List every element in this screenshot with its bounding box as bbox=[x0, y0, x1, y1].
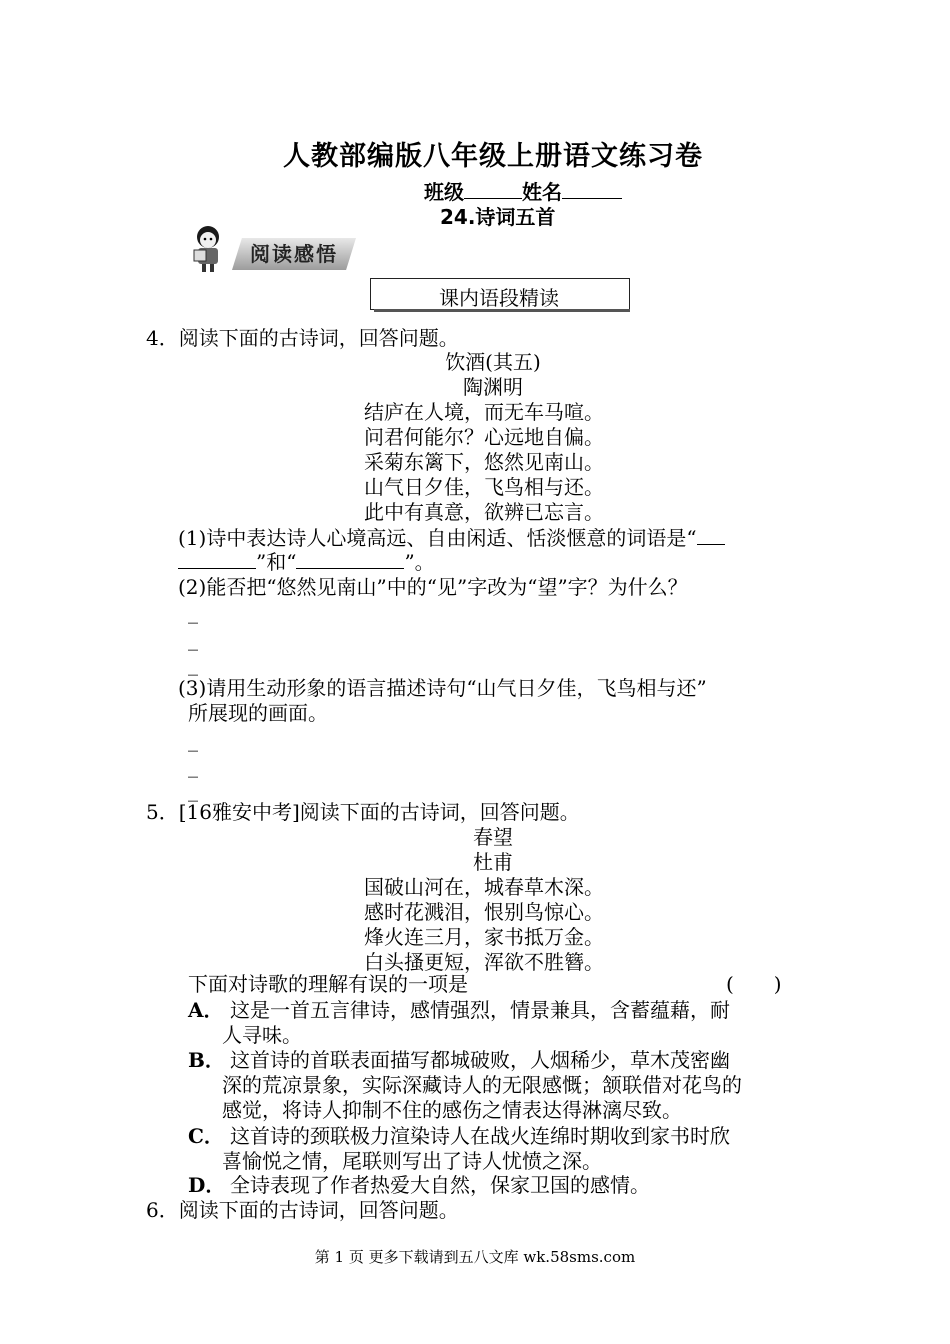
name-blank[interactable] bbox=[562, 180, 622, 199]
q4-poem-line: 采菊东篱下，悠然见南山。 bbox=[364, 450, 604, 474]
q4-poem-line: 此中有真意，欲辨已忘言。 bbox=[364, 500, 604, 524]
q4-blank-2[interactable] bbox=[296, 550, 404, 569]
answer-line[interactable]: _ bbox=[188, 600, 198, 624]
option-a-text: 人寻味。 bbox=[222, 1023, 302, 1047]
option-d-text: 全诗表现了作者热爱大自然，保家卫国的感情。 bbox=[230, 1173, 650, 1197]
answer-line[interactable]: _ bbox=[188, 754, 198, 778]
option-c-letter[interactable]: C． bbox=[188, 1124, 224, 1148]
banner-label: 阅读感悟 bbox=[250, 242, 338, 266]
option-c-text: 这首诗的颈联极力渲染诗人在战火连绵时期收到家书时欣 bbox=[230, 1124, 730, 1148]
q5-stem: 5．[16雅安中考]阅读下面的古诗词，回答问题。 bbox=[146, 800, 580, 824]
page-footer: 第 1 页 更多下载请到五八文库 wk.58sms.com bbox=[314, 1248, 636, 1266]
q4-sub3: (3)请用生动形象的语言描述诗句“山气日夕佳，飞鸟相与还” bbox=[178, 676, 707, 700]
option-d-letter[interactable]: D． bbox=[188, 1173, 226, 1197]
q4-blank-1b[interactable] bbox=[178, 550, 256, 569]
q4-sub1-and: ”和“ bbox=[256, 550, 297, 574]
option-a-text: 这是一首五言律诗，感情强烈，情景兼具，含蓄蕴藉，耐 bbox=[230, 998, 730, 1022]
q5-poem-line: 烽火连三月，家书抵万金。 bbox=[364, 925, 604, 949]
answer-line[interactable]: _ bbox=[188, 728, 198, 752]
q5-poem-line: 白头搔更短，浑欲不胜簪。 bbox=[364, 950, 604, 974]
class-label: 班级 bbox=[424, 180, 464, 204]
lesson-title: 24.诗词五首 bbox=[440, 205, 556, 229]
option-c-text: 喜愉悦之情，尾联则写出了诗人忧愤之深。 bbox=[222, 1149, 602, 1173]
boy-reading-icon bbox=[190, 224, 226, 274]
option-b-letter[interactable]: B． bbox=[188, 1048, 225, 1072]
q5-poem-line: 感时花溅泪，恨别鸟惊心。 bbox=[364, 900, 604, 924]
q5-author: 杜甫 bbox=[473, 850, 513, 874]
q5-poem-title: 春望 bbox=[473, 825, 513, 849]
q4-sub2: (2)能否把“悠然见南山”中的“见”字改为“望”字？为什么？ bbox=[178, 575, 688, 599]
name-label: 姓名 bbox=[522, 180, 562, 204]
q4-sub3-cont: 所展现的画面。 bbox=[188, 701, 328, 725]
page-title: 人教部编版八年级上册语文练习卷 bbox=[283, 141, 703, 172]
q4-sub1-end: ”。 bbox=[404, 550, 435, 574]
q5-poem-line: 国破山河在，城春草木深。 bbox=[364, 875, 604, 899]
option-b-text: 感觉，将诗人抑制不住的感伤之情表达得淋漓尽致。 bbox=[222, 1098, 682, 1122]
q5-answer-paren[interactable]: ( ) bbox=[726, 972, 782, 996]
q4-author: 陶渊明 bbox=[463, 375, 523, 399]
answer-line[interactable]: _ bbox=[188, 627, 198, 651]
answer-line[interactable]: _ bbox=[188, 652, 198, 676]
option-b-text: 这首诗的首联表面描写都城破败，人烟稀少，草木茂密幽 bbox=[230, 1048, 730, 1072]
q4-sub1-cont bbox=[178, 550, 435, 574]
q6-stem: 6．阅读下面的古诗词，回答问题。 bbox=[146, 1198, 459, 1222]
q4-stem: 4．阅读下面的古诗词，回答问题。 bbox=[146, 326, 459, 350]
q4-blank-1a[interactable] bbox=[697, 526, 725, 545]
class-blank[interactable] bbox=[464, 180, 522, 199]
option-a-letter[interactable]: A． bbox=[188, 998, 224, 1022]
answer-line[interactable]: _ bbox=[188, 778, 198, 802]
q4-poem-line: 问君何能尔？心远地自偏。 bbox=[364, 425, 604, 449]
q5-question: 下面对诗歌的理解有误的一项是 bbox=[188, 972, 468, 996]
q4-sub1-text: (1)诗中表达诗人心境高远、自由闲适、恬淡惬意的词语是“ bbox=[178, 526, 697, 550]
q4-poem-line: 山气日夕佳，飞鸟相与还。 bbox=[364, 475, 604, 499]
section-label: 课内语段精读 bbox=[439, 286, 559, 310]
q4-poem-title: 饮酒(其五) bbox=[445, 350, 541, 374]
option-b-text: 深的荒凉景象，实际深藏诗人的无限感慨；颔联借对花鸟的 bbox=[222, 1073, 742, 1097]
q4-sub1 bbox=[178, 526, 725, 550]
q4-poem-line: 结庐在人境，而无车马喧。 bbox=[364, 400, 604, 424]
